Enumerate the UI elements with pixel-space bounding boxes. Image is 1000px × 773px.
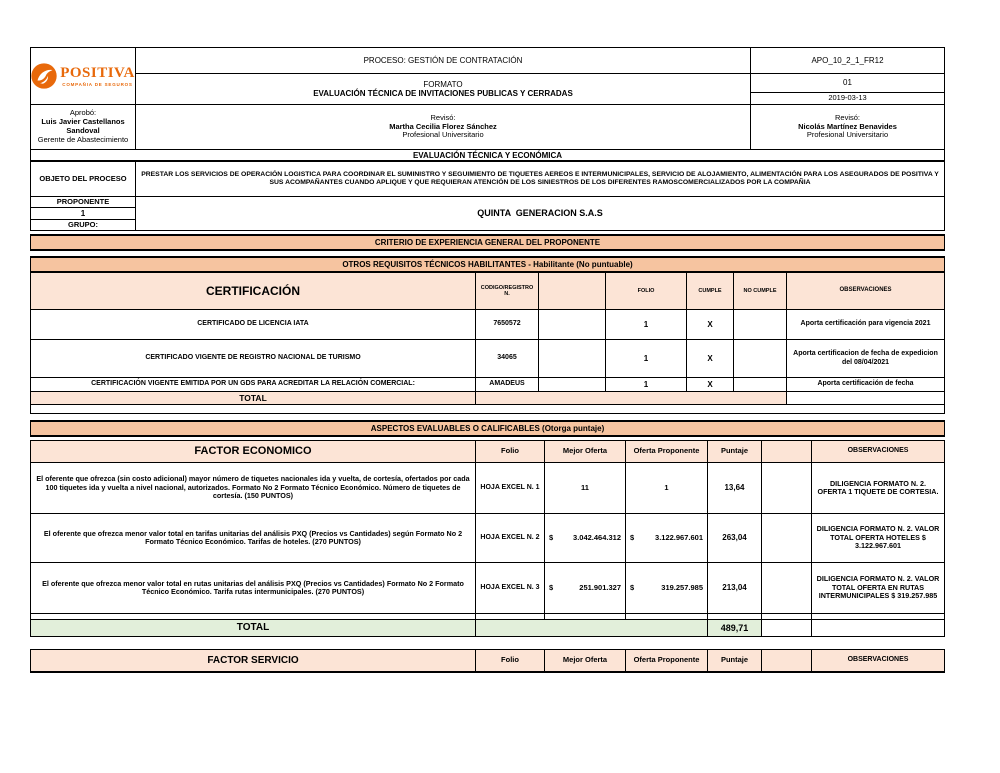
cert-row-observaciones: Aporta certificacion de fecha de expedicion del 08/04/2021 (787, 340, 944, 377)
objeto-texto: PRESTAR LOS SERVICIOS DE OPERACIÓN LOGISTICA PARA COORDINAR EL SUMINISTRO Y SEGUIMIENTO DE TIQUETES AEREOS E INTERMUNICIPALES, SERVICIO DE ALOJAMIENTO, ALIMENTACIÓN PARA LOS ASEGURADOS DE POSITIVA Y SUS ACOMPAÑANTES CUANDO APLIQUE Y QUE REQUIERAN ATENCIÓN DE LOS SINIESTROS DE LOS DIFERENTES RAMOSCOMERCIALIZADOS POR LA COMPAÑIA (136, 162, 944, 196)
aprobo-label: Aprobó: (69, 108, 97, 118)
econ-spacer-cell (762, 614, 811, 619)
econ-row-blank (762, 563, 811, 613)
formato-title: EVALUACIÓN TÉCNICA DE INVITACIONES PUBLICAS Y CERRADAS (313, 89, 573, 98)
econ-spacer-cell (626, 614, 707, 619)
cert-total-obs-blank (787, 392, 944, 404)
cert-row-blank (539, 310, 605, 339)
cert-row-cumple: X (687, 340, 733, 377)
serv-header-oferta-proponente: Oferta Proponente (626, 650, 707, 671)
cert-row-observaciones: Aporta certificación para vigencia 2021 (787, 310, 944, 339)
serv-header-titulo: FACTOR SERVICIO (31, 650, 475, 671)
cert-row-cumple: X (687, 378, 733, 391)
reviso2-cargo: Profesional Universitario (806, 130, 889, 140)
reviso2-cell (751, 105, 944, 149)
cert-row-no-cumple (734, 378, 786, 391)
econ-total-blank (762, 620, 811, 636)
cert-row-observaciones: Aporta certificación de fecha (787, 378, 944, 391)
grupo-label: GRUPO: (31, 220, 135, 230)
fecha-cell: 2019-03-13 (751, 93, 944, 104)
econ-row-mejor (545, 514, 625, 562)
econ-row-puntaje: 263,04 (708, 514, 761, 562)
positiva-logo (31, 48, 135, 104)
econ-header-observaciones: OBSERVACIONES (812, 441, 944, 462)
econ-total-puntaje: 489,71 (708, 620, 761, 636)
reviso2-nombre: Nicolás Martínez Benavides (798, 121, 897, 131)
reviso1-cargo: Profesional Universitario (402, 130, 484, 140)
proponente-numero: 1 (31, 208, 135, 219)
reviso1-nombre: Martha Cecilia Florez Sánchez (389, 121, 497, 131)
amount: 3.042.464.312 (573, 532, 621, 542)
form-header (30, 47, 945, 150)
cert-header-folio: FOLIO (606, 273, 686, 309)
econ-row-factor: El oferente que ofrezca (sin costo adicional) mayor número de tiquetes nacionales ida y vuelta, de cortesía, ofertados por cada 100 tiquetes ida y vuelta a nivel nacional, autorizados. Formato No 2 Formato Técnico Económico. Número de tiquetes de cortesía. (150 PUNTOS) (31, 463, 475, 513)
econ-header-blank (762, 441, 811, 462)
cert-row-codigo: 34065 (476, 340, 538, 377)
serv-header-mejor-oferta: Mejor Oferta (545, 650, 625, 671)
econ-spacer-cell (545, 614, 625, 619)
econ-header-titulo: FACTOR ECONOMICO (31, 441, 475, 462)
econ-total-label: TOTAL (31, 620, 475, 636)
amount: 251.901.327 (579, 582, 621, 592)
cert-header-certificacion: CERTIFICACIÓN (31, 273, 475, 309)
form-code-cell: APO_10_2_1_FR12 (751, 48, 944, 73)
econ-row-oferta: 1 (626, 463, 707, 513)
econ-row-oferta (626, 514, 707, 562)
cert-row-blank (539, 340, 605, 377)
econ-row-factor: El oferente que ofrezca menor valor total en rutas unitarias del análisis PXQ (Precios vs Cantidades) Formato No 2 Formato Técnico Económico. Tarifa rutas intermunicipales. (270 PUNTOS) (31, 563, 475, 613)
brand-name: POSITIVA (60, 65, 135, 81)
cert-row-codigo: 7650572 (476, 310, 538, 339)
econ-row-observaciones: DILIGENCIA FORMATO N. 2. VALOR TOTAL OFERTA EN RUTAS INTERMUNICIPALES $ 319.257.985 (812, 563, 944, 613)
aprobo-nombre: Luis Javier Castellanos Sandoval (41, 117, 125, 135)
formato-label: FORMATO (423, 79, 463, 89)
econ-row-blank (762, 514, 811, 562)
econ-row-oferta (626, 563, 707, 613)
brand-tagline: COMPAÑIA DE SEGUROS (62, 81, 133, 87)
hummingbird-icon (31, 63, 57, 89)
factor-economico-table (30, 440, 945, 637)
proponente-nombre: QUINTA GENERACION S.A.S (136, 197, 944, 230)
cert-row-nombre: CERTIFICACIÓN VIGENTE EMITIDA POR UN GDS PARA ACREDITAR LA RELACIÓN COMERCIAL: (31, 378, 475, 391)
econ-spacer-cell (708, 614, 761, 619)
econ-total-obs-blank (812, 620, 944, 636)
cert-total-label: TOTAL (31, 392, 475, 404)
aprobo-cell (31, 105, 135, 149)
econ-row-mejor (545, 563, 625, 613)
econ-header-oferta-proponente: Oferta Proponente (626, 441, 707, 462)
amount: 3.122.967.601 (655, 532, 703, 542)
serv-header-puntaje: Puntaje (708, 650, 761, 671)
econ-row-blank (762, 463, 811, 513)
econ-row-observaciones: DILIGENCIA FORMATO N. 2. VALOR TOTAL OFERTA HOTELES $ 3.122.967.601 (812, 514, 944, 562)
econ-row-observaciones: DILIGENCIA FORMATO N. 2. OFERTA 1 TIQUETE DE CORTESIA. (812, 463, 944, 513)
formato-cell (136, 74, 750, 104)
cert-header-no-cumple: NO CUMPLE (734, 273, 786, 309)
econ-row-factor: El oferente que ofrezca menor valor total en tarifas unitarias del análisis PXQ (Precios vs Cantidades) según Formato No 2 Formato Técnico Económico. Tarifas de hoteles. (270 PUNTOS) (31, 514, 475, 562)
econ-total-merged-blank (476, 620, 707, 636)
currency-symbol: $ (549, 532, 554, 542)
econ-header-puntaje: Puntaje (708, 441, 761, 462)
serv-header-blank (762, 650, 811, 671)
econ-row-puntaje: 213,04 (708, 563, 761, 613)
econ-spacer-cell (476, 614, 544, 619)
econ-row-folio: HOJA EXCEL N. 3 (476, 563, 544, 613)
econ-spacer-cell (812, 614, 944, 619)
factor-servicio-table (30, 649, 945, 673)
econ-row-mejor: 11 (545, 463, 625, 513)
banner-otros-requisitos: OTROS REQUISITOS TÉCNICOS HABILITANTES - Habilitante (No puntuable) (30, 256, 945, 273)
reviso1-cell (136, 105, 750, 149)
banner-evaluacion-tecnica: EVALUACIÓN TÉCNICA Y ECONÓMICA (30, 149, 945, 162)
currency-symbol: $ (630, 532, 635, 542)
cert-row-folio: 1 (606, 378, 686, 391)
econ-header-mejor-oferta: Mejor Oferta (545, 441, 625, 462)
serv-header-observaciones: OBSERVACIONES (812, 650, 944, 671)
cert-header-cumple: CUMPLE (687, 273, 733, 309)
cert-row-cumple: X (687, 310, 733, 339)
econ-row-folio: HOJA EXCEL N. 2 (476, 514, 544, 562)
cert-row-blank (539, 378, 605, 391)
serv-header-folio: Folio (476, 650, 544, 671)
currency-symbol: $ (549, 582, 554, 592)
banner-aspectos-evaluables: ASPECTOS EVALUABLES O CALIFICABLES (Otorga puntaje) (30, 420, 945, 437)
cert-row-no-cumple (734, 340, 786, 377)
cert-row-nombre: CERTIFICADO DE LICENCIA IATA (31, 310, 475, 339)
cert-row-no-cumple (734, 310, 786, 339)
cert-header-blank (539, 273, 605, 309)
cert-row-folio: 1 (606, 340, 686, 377)
cert-header-codigo: CODIGO/REGISTRO N. (476, 273, 538, 309)
proponente-label: PROPONENTE (31, 197, 135, 207)
proceso-cell: PROCESO: GESTIÓN DE CONTRATACIÓN (136, 48, 750, 73)
econ-row-puntaje: 13,64 (708, 463, 761, 513)
currency-symbol: $ (630, 582, 635, 592)
cert-row-nombre: CERTIFICADO VIGENTE DE REGISTRO NACIONAL DE TURISMO (31, 340, 475, 377)
econ-row-folio: HOJA EXCEL N. 1 (476, 463, 544, 513)
certificaciones-table (30, 272, 945, 405)
amount: 319.257.985 (661, 582, 703, 592)
cert-total-merged-blank (476, 392, 786, 404)
cert-row-folio: 1 (606, 310, 686, 339)
cert-row-codigo: AMADEUS (476, 378, 538, 391)
reviso2-label: Revisó: (834, 112, 860, 122)
econ-header-folio: Folio (476, 441, 544, 462)
objeto-label: OBJETO DEL PROCESO (31, 162, 135, 196)
aprobo-cargo: Gerente de Abastecimiento (37, 134, 129, 144)
empty-row (30, 404, 945, 414)
proponente-section (30, 196, 945, 231)
econ-spacer-cell (31, 614, 475, 619)
evaluation-form (30, 47, 945, 673)
cert-header-observaciones: OBSERVACIONES (787, 273, 944, 309)
reviso1-label: Revisó: (430, 112, 456, 122)
objeto-section (30, 161, 945, 197)
version-cell: 01 (751, 74, 944, 92)
banner-criterio-experiencia: CRITERIO DE EXPERIENCIA GENERAL DEL PROPONENTE (30, 234, 945, 251)
